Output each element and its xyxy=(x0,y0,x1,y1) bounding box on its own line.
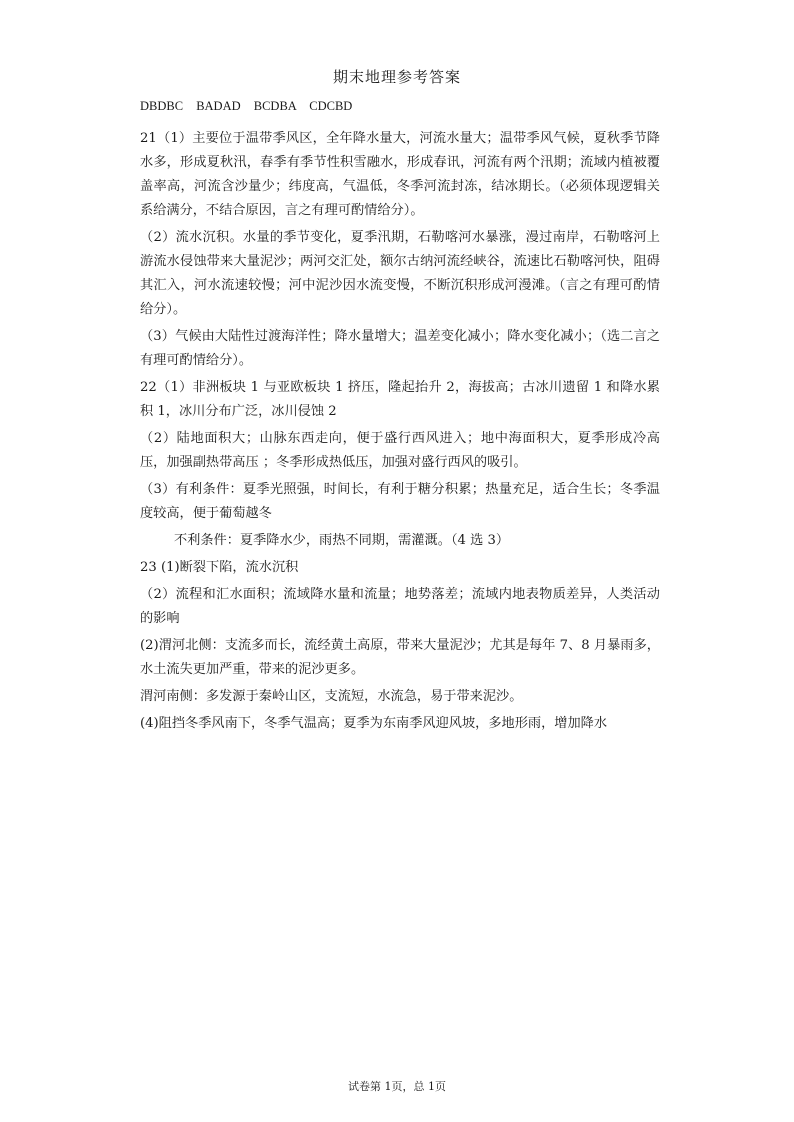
multiple-choice-answers: DBDBC BADAD BCDBA CDCBD xyxy=(140,99,353,113)
page-footer: 试卷第 1页，总 1页 xyxy=(348,1080,446,1093)
answer-22-2: （2）陆地面积大；山脉东西走向，便于盛行西风进入；地中海面积大，夏季形成冷高压，加强副热带高压 ；冬季形成热低压，加强对盛行西风的吸引。 xyxy=(140,431,660,470)
answer-body xyxy=(140,127,660,739)
answer-21-1: 21（1）主要位于温带季风区，全年降水量大，河流水量大；温带季风气候，夏秋季节降水多，形成夏秋汛，春季有季节性积雪融水，形成春讯，河流有两个汛期；流域内植被覆盖率高，河流含沙量少；纬度高，气温低，冬季河流封冻，结冰期长。（必须体现逻辑关系给满分，不结合原因，言之有理可酌情给分）。 xyxy=(140,131,660,218)
answer-22-3-unfavorable: 不利条件：夏季降水少，雨热不同期，需灌溉。（4 选 3） xyxy=(174,533,510,548)
answer-22-1: 22（1）非洲板块 1 与亚欧板块 1 挤压，隆起抬升 2，海拔高；古冰川遗留 1 和降水累积 1，冰川分布广泛，冰川侵蚀 2 xyxy=(140,380,660,419)
page-title: 期末地理参考答案 xyxy=(332,68,461,86)
answer-23-3-south: 渭河南侧：多发源于秦岭山区，支流短，水流急，易于带来泥沙。 xyxy=(140,689,523,704)
answer-23-1: 23 (1)断裂下陷，流水沉积 xyxy=(140,560,299,575)
answer-21-3: （3）气候由大陆性过渡海洋性；降水量增大；温差变化减小；降水变化减小；（选二言之有理可酌情给分）。 xyxy=(140,329,660,368)
answer-23-4: (4)阻挡冬季风南下，冬季气温高；夏季为东南季风迎风坡，多地形雨，增加降水 xyxy=(140,716,608,731)
answer-21-2: （2）流水沉积。水量的季节变化，夏季汛期，石勒喀河水暴涨，漫过南岸，石勒喀河上游流水侵蚀带来大量泥沙；两河交汇处，额尔古纳河流经峡谷，流速比石勒喀河快，阻碍其汇入，河水流速较慢；河中泥沙因水流变慢，不断沉积形成河漫滩。（言之有理可酌情给分）。 xyxy=(140,230,660,317)
answer-23-2: （2）流程和汇水面积；流域降水量和流量；地势落差；流域内地表物质差异，人类活动的影响 xyxy=(140,587,660,626)
answer-23-3-north: (2)渭河北侧：支流多而长，流经黄土高原，带来大量泥沙；尤其是每年 7、8 月暴雨多，水土流失更加严重，带来的泥沙更多。 xyxy=(140,638,660,677)
answer-22-3: （3）有利条件：夏季光照强，时间长，有利于糖分积累；热量充足，适合生长；冬季温度较高，便于葡萄越冬 xyxy=(140,482,660,521)
